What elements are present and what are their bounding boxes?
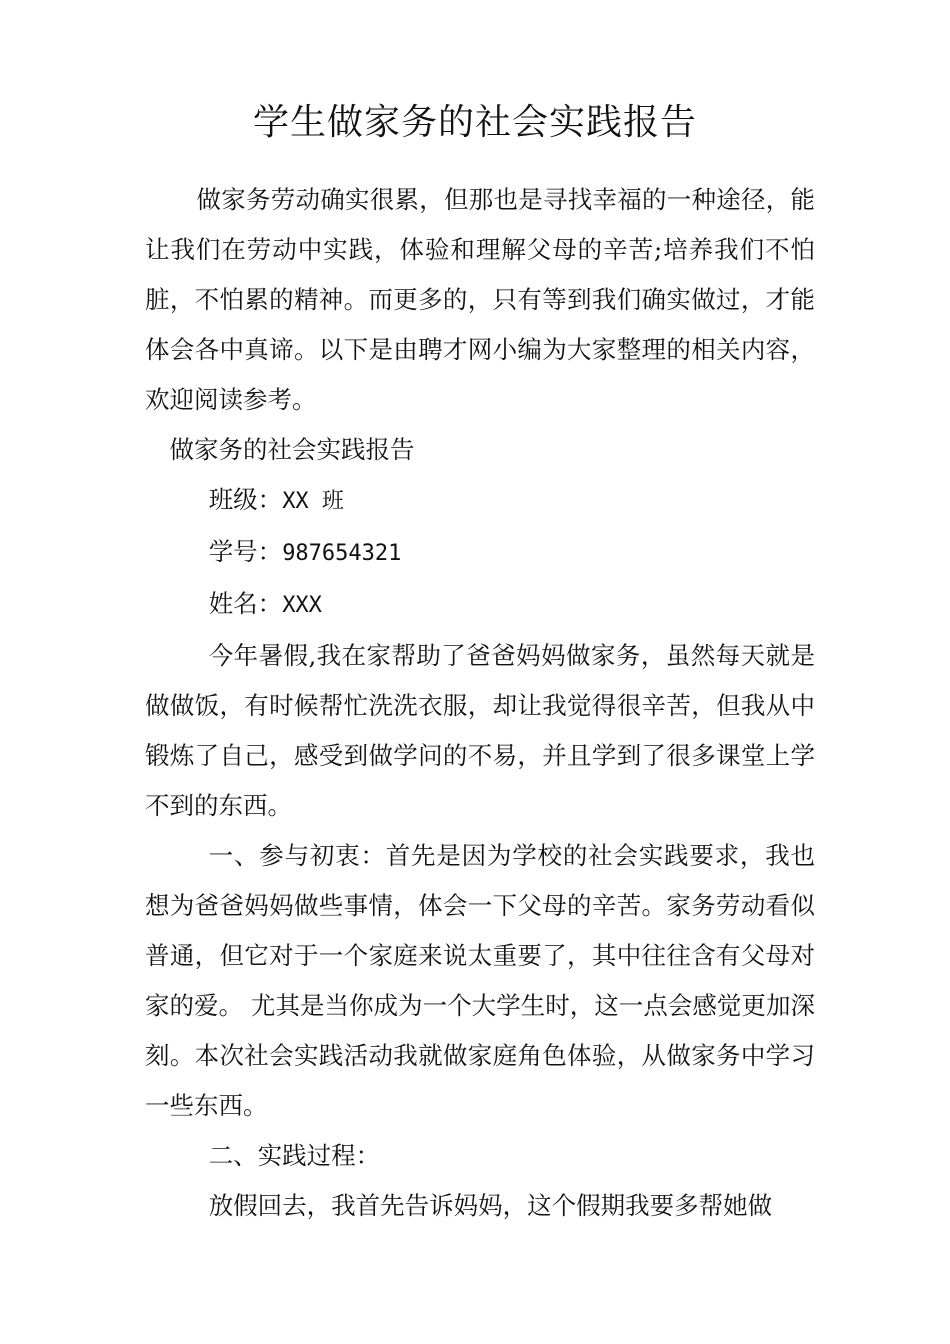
field-student-id-label: 学号： <box>208 537 283 566</box>
body-paragraph: 今年暑假,我在家帮助了爸爸妈妈做家务，虽然每天就是做做饭，有时候帮忙洗洗衣服，却让我觉得很辛苦，但我从中锻炼了自己，感受到做学问的不易，并且学到了很多课堂上学不到的东西。 <box>145 641 815 820</box>
field-student-id-value: 987654321 <box>282 541 402 566</box>
field-class <box>145 475 815 527</box>
document-title: 学生做家务的社会实践报告 <box>252 102 697 143</box>
field-class-label: 班级： <box>208 485 283 514</box>
body-paragraph: 放假回去，我首先告诉妈妈，这个假期我要多帮她做 <box>208 1191 773 1220</box>
section-heading: 二、实践过程： <box>208 1141 381 1170</box>
field-name <box>145 579 815 631</box>
field-student-id <box>145 527 815 579</box>
field-name-value: XXX <box>282 593 322 618</box>
field-class-value: XX 班 <box>282 489 344 514</box>
body-paragraph: 一、参与初衷：首先是因为学校的社会实践要求，我也想为爸爸妈妈做些事情，体会一下父母的辛苦。家务劳动看似普通，但它对于一个家庭来说太重要了，其中往往含有父母对家的爱。 尤其是当你成为一个大学生时，这一点会感觉更加深刻。本次社会实践活动我就做家庭角色体验，从做家务中学习一些东西。 <box>145 841 815 1120</box>
document-body <box>145 175 815 1231</box>
field-name-label: 姓名： <box>208 589 283 618</box>
section-subtitle: 做家务的社会实践报告 <box>169 435 415 464</box>
intro-paragraph: 做家务劳动确实很累，但那也是寻找幸福的一种途径，能让我们在劳动中实践，体验和理解父母的辛苦;培养我们不怕脏，不怕累的精神。而更多的，只有等到我们确实做过，才能体会各中真谛。以下是由聘才网小编为大家整理的相关内容，欢迎阅读参考。 <box>145 185 815 414</box>
